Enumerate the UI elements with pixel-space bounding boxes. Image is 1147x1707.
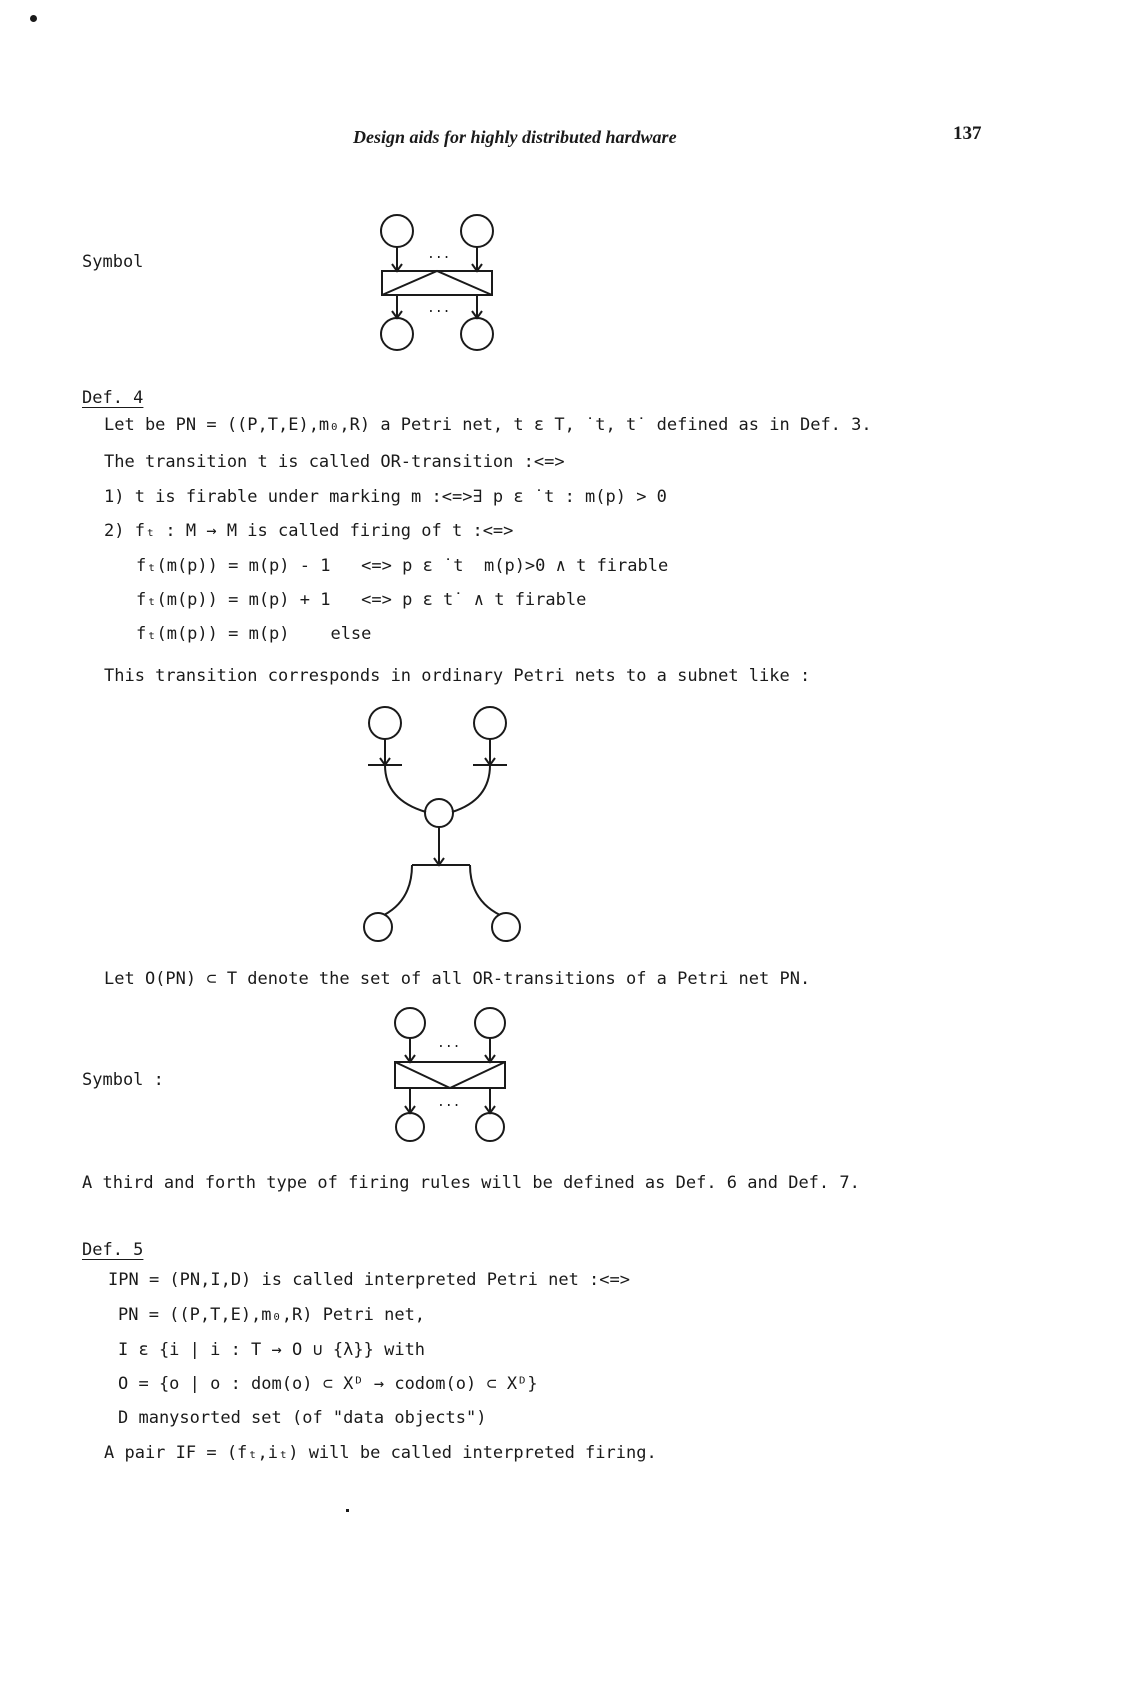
dots-bottom: ...: [437, 1095, 461, 1110]
def5-line: PN = ((P,T,E),m₀,R) Petri net,: [118, 1305, 426, 1325]
def4-line: This transition corresponds in ordinary Petri nets to a subnet like :: [104, 666, 811, 686]
def5-heading: Def. 5: [82, 1240, 144, 1260]
def4-line: Let be PN = ((P,T,E),m₀,R) a Petri net, t ε T, ˙t, t˙ defined as in Def. 3.: [104, 415, 872, 435]
or-transitions-set-line: Let O(PN) ⊂ T denote the set of all OR-transitions of a Petri net PN.: [104, 969, 811, 989]
running-header-title: Design aids for highly distributed hardware: [353, 127, 677, 147]
scan-mark: [346, 1509, 349, 1512]
symbol-label: Symbol: [82, 252, 144, 272]
def4-line: The transition t is called OR-transition :<=>: [104, 452, 565, 472]
third-forth-line: A third and forth type of firing rules will be defined as Def. 6 and Def. 7.: [82, 1173, 860, 1193]
scan-mark: [30, 15, 37, 22]
def5-line: IPN = (PN,I,D) is called interpreted Petri net :<=>: [108, 1270, 630, 1290]
or-subnet-diagram: [360, 705, 530, 945]
def5-line: A pair IF = (fₜ,iₜ) will be called interpreted firing.: [104, 1443, 657, 1463]
def4-line: 1) t is firable under marking m :<=>∃ p ε ˙t : m(p) > 0: [104, 487, 667, 507]
def4-heading: Def. 4: [82, 388, 144, 408]
def4-line: fₜ(m(p)) = m(p) else: [136, 624, 372, 644]
def5-line: D manysorted set (of "data objects"): [118, 1408, 487, 1428]
and-transition-symbol: [370, 213, 500, 358]
page-number: 137: [953, 123, 982, 144]
def5-line: O = {o | o : dom(o) ⊂ Xᴰ → codom(o) ⊂ Xᴰ}: [118, 1374, 538, 1394]
def4-line: fₜ(m(p)) = m(p) - 1 <=> p ε ˙t m(p)>0 ∧ t firable: [136, 556, 669, 576]
dots-top: ...: [437, 1036, 461, 1051]
def4-line: fₜ(m(p)) = m(p) + 1 <=> p ε t˙ ∧ t firable: [136, 590, 587, 610]
symbol-label: Symbol :: [82, 1070, 164, 1090]
def4-line: 2) fₜ : M → M is called firing of t :<=>: [104, 521, 514, 541]
dots-top: ...: [427, 247, 451, 262]
or-transition-symbol: [390, 1005, 520, 1150]
def5-line: I ε {i | i : T → O ∪ {λ}} with: [118, 1340, 426, 1360]
dots-bottom: ...: [427, 301, 451, 316]
